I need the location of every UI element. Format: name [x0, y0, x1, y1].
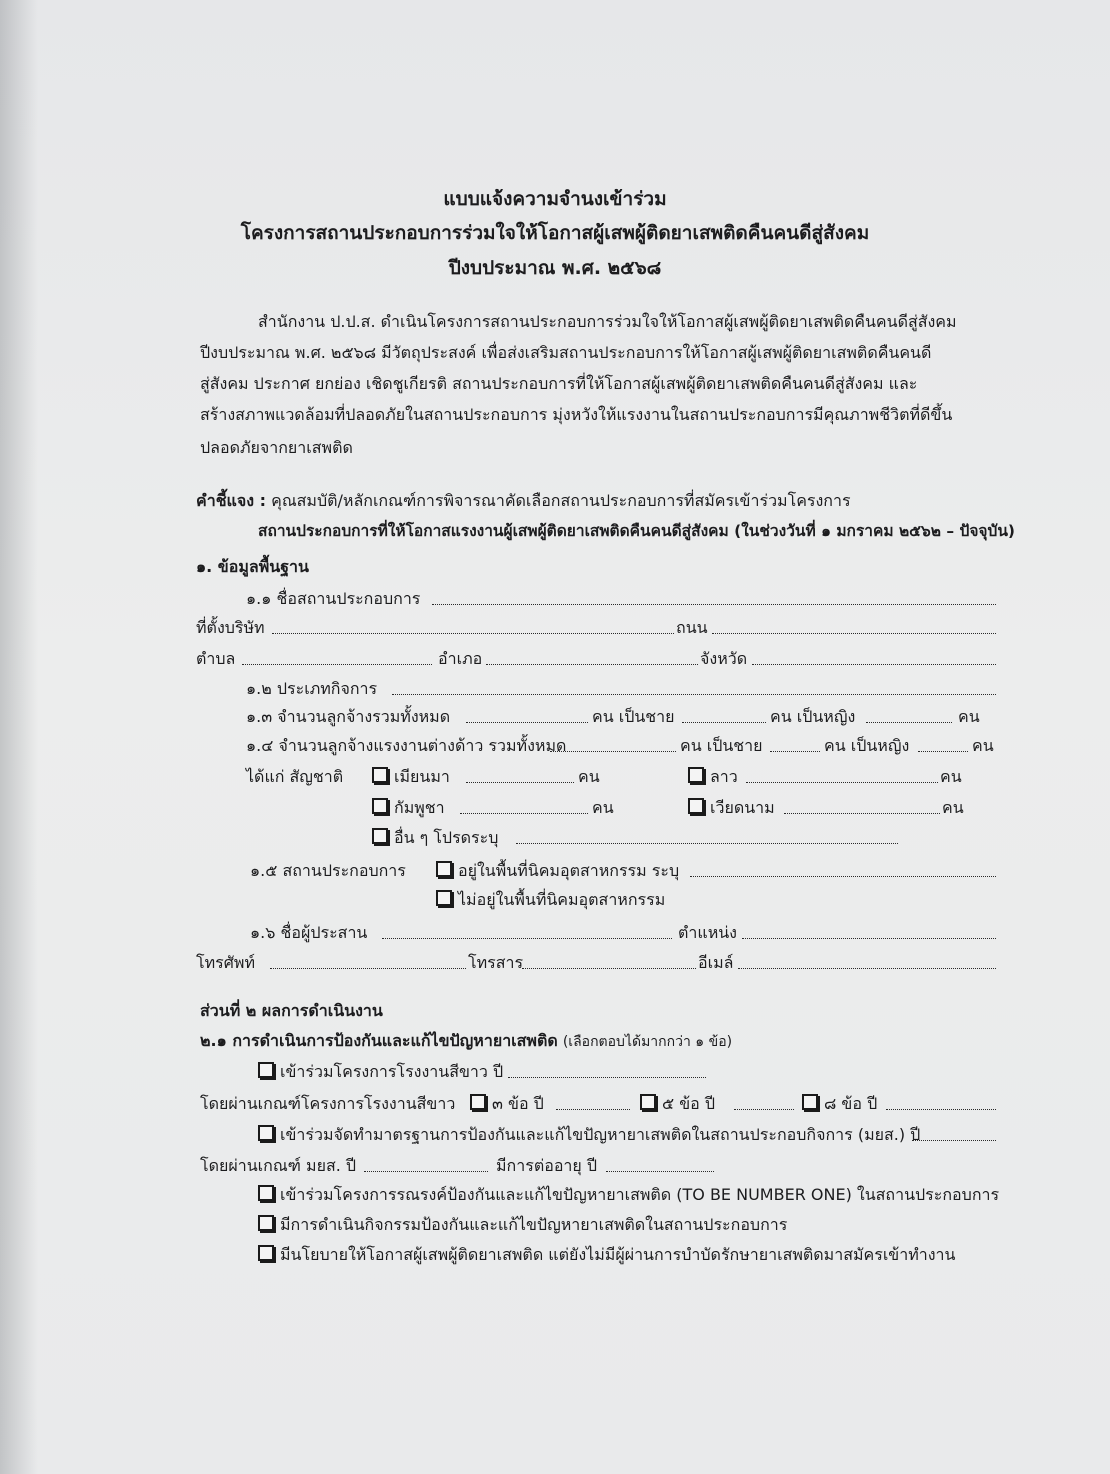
total-employees-field[interactable] — [466, 708, 588, 723]
intro-line-4: สร้างสภาพแวดล้อมที่ปลอดภัยในสถานประกอบการ มุ่งหวังให้แรงงานในสถานประกอบการมีคุณภาพชีวิตที่ดีขึ้น — [200, 405, 953, 424]
section-2-1-heading — [200, 1030, 732, 1053]
white-factory-checkbox[interactable] — [258, 1062, 274, 1078]
road-field[interactable] — [712, 619, 996, 634]
vietnam-unit: คน — [942, 798, 964, 817]
criteria-5-checkbox[interactable] — [640, 1094, 656, 1110]
male-label-1-3: คน เป็นชาย — [592, 707, 675, 726]
renewal-label: มีการต่ออายุ ปี — [496, 1156, 598, 1175]
amphoe-label: อำเภอ — [438, 649, 483, 668]
criteria-8-year-field[interactable] — [886, 1095, 996, 1110]
position-label: ตำแหน่ง — [678, 923, 737, 942]
instructions-text: คุณสมบัติ/หลักเกณฑ์การพิจารณาคัดเลือกสถานประกอบการที่สมัครเข้าร่วมโครงการ — [271, 491, 851, 510]
criteria-5-label: ๕ ข้อ ปี — [662, 1094, 715, 1113]
criteria-3-checkbox[interactable] — [470, 1094, 486, 1110]
other-label: อื่น ๆ โปรดระบุ — [394, 828, 499, 847]
other-specify-field[interactable] — [516, 829, 898, 844]
estate-specify-field[interactable] — [690, 862, 996, 877]
female-count-field-1-3[interactable] — [866, 708, 952, 723]
female-label-1-3: คน เป็นหญิง — [770, 707, 856, 726]
in-estate-label: อยู่ในพื้นที่นิคมอุตสาหกรรม ระบุ — [458, 861, 680, 880]
white-factory-option[interactable] — [258, 1061, 503, 1083]
prevention-activities-label: มีการดำเนินกิจกรรมป้องกันและแก้ไขปัญหายาเสพติดในสถานประกอบการ — [280, 1215, 788, 1234]
amphoe-field[interactable] — [486, 650, 698, 665]
male-label-1-4: คน เป็นชาย — [680, 736, 763, 755]
email-label: อีเมล์ — [698, 953, 734, 972]
white-factory-criteria-label: โดยผ่านเกณฑ์โครงการโรงงานสีขาว — [200, 1094, 456, 1113]
phone-field[interactable] — [270, 954, 466, 969]
nationality-label: ได้แก่ สัญชาติ — [246, 767, 344, 786]
male-count-field-1-4[interactable] — [770, 737, 820, 752]
opportunity-policy-label: มีนโยบายให้โอกาสผู้เสพผู้ติดยาเสพติด แต่ยังไม่มีผู้ผ่านการบำบัดรักษายาเสพติดมาสมัครเข้าทำงาน — [280, 1245, 956, 1264]
criteria-5-option[interactable] — [640, 1093, 715, 1115]
laos-label: ลาว — [710, 767, 738, 786]
myos-criteria-year-field[interactable] — [364, 1157, 488, 1172]
company-name-field[interactable] — [432, 590, 996, 605]
business-type-field[interactable] — [392, 680, 996, 695]
section-1-title: ๑. ข้อมูลพื้นฐาน — [196, 557, 309, 576]
section-2-1-note: (เลือกตอบได้มากกว่า ๑ ข้อ) — [562, 1034, 733, 1050]
nationality-other-option[interactable] — [372, 827, 498, 849]
myanmar-unit: คน — [578, 767, 600, 786]
vietnam-checkbox[interactable] — [688, 798, 704, 814]
renewal-year-field[interactable] — [606, 1157, 714, 1172]
person-unit-1-3: คน — [958, 707, 980, 726]
fax-field[interactable] — [522, 954, 696, 969]
nationality-vietnam-option[interactable] — [688, 797, 775, 819]
intro-line-3: สู่สังคม ประกาศ ยกย่อง เชิดชูเกียรติ สถานประกอบการที่ให้โอกาสผู้เสพผู้ติดยาเสพติดคืนคนดีสู่สังคม และ — [200, 374, 918, 393]
laos-count-field[interactable] — [746, 768, 938, 783]
form-title: แบบแจ้งความจำนงเข้าร่วม — [443, 188, 667, 210]
opportunity-policy-checkbox[interactable] — [258, 1245, 274, 1261]
not-estate-checkbox[interactable] — [436, 890, 452, 906]
myos-criteria-label: โดยผ่านเกณฑ์ มยส. ปี — [200, 1156, 357, 1175]
position-field[interactable] — [742, 924, 996, 939]
nationality-myanmar-option[interactable] — [372, 766, 450, 788]
field-1-4-label: ๑.๔ จำนวนลูกจ้างแรงงานต่างด้าว รวมทั้งหมด — [246, 736, 567, 755]
phone-label: โทรศัพท์ — [196, 953, 255, 972]
intro-line-5: ปลอดภัยจากยาเสพติด — [200, 438, 353, 457]
cambodia-count-field[interactable] — [460, 799, 588, 814]
criteria-8-checkbox[interactable] — [802, 1094, 818, 1110]
foreign-total-field[interactable] — [550, 737, 676, 752]
not-estate-label: ไม่อยู่ในพื้นที่นิคมอุตสาหกรรม — [458, 890, 666, 909]
myanmar-label: เมียนมา — [394, 767, 450, 786]
criteria-3-label: ๓ ข้อ ปี — [492, 1094, 544, 1113]
laos-unit: คน — [940, 767, 962, 786]
instructions-line-2: สถานประกอบการที่ให้โอกาสแรงงานผู้เสพผู้ติดยาเสพติดคืนคนดีสู่สังคม (ในช่วงวันที่ ๑ มกราคม ๒๕๖๒ – ปัจจุบัน) — [258, 522, 1016, 540]
prevention-activities-checkbox[interactable] — [258, 1215, 274, 1231]
field-1-3-label: ๑.๓ จำนวนลูกจ้างรวมทั้งหมด — [246, 707, 451, 726]
fiscal-year-title: ปีงบประมาณ พ.ศ. ๒๕๖๘ — [448, 257, 662, 279]
province-label: จังหวัด — [700, 649, 748, 668]
white-factory-year-field[interactable] — [508, 1063, 706, 1078]
nationality-laos-option[interactable] — [688, 766, 738, 788]
section-2-1-title: ๒.๑ การดำเนินการป้องกันและแก้ไขปัญหายาเสพติด — [200, 1031, 558, 1050]
laos-checkbox[interactable] — [688, 767, 704, 783]
intro-line-2: ปีงบประมาณ พ.ศ. ๒๕๖๘ มีวัตถุประสงค์ เพื่อส่งเสริมสถานประกอบการให้โอกาสผู้เสพผู้ติดยาเสพติดคืนคนดี — [200, 343, 932, 362]
myos-year-field[interactable] — [912, 1126, 996, 1141]
opportunity-policy-option[interactable] — [258, 1244, 955, 1266]
in-estate-option[interactable] — [436, 860, 679, 882]
intro-line-1: สำนักงาน ป.ป.ส. ดำเนินโครงการสถานประกอบการร่วมใจให้โอกาสผู้เสพผู้ติดยาเสพติดคืนคนดีสู่สังคม — [258, 312, 957, 331]
coordinator-name-field[interactable] — [382, 924, 672, 939]
cambodia-label: กัมพูชา — [394, 798, 445, 817]
myos-checkbox[interactable] — [258, 1125, 274, 1141]
male-count-field-1-3[interactable] — [682, 708, 766, 723]
address-field[interactable] — [272, 619, 674, 634]
instructions — [196, 490, 851, 512]
white-factory-label: เข้าร่วมโครงการโรงงานสีขาว ปี — [280, 1062, 504, 1081]
prevention-activities-option[interactable] — [258, 1214, 787, 1236]
to-be-number-one-checkbox[interactable] — [258, 1185, 274, 1201]
myanmar-checkbox[interactable] — [372, 767, 388, 783]
to-be-number-one-label: เข้าร่วมโครงการรณรงค์ป้องกันและแก้ไขปัญหายาเสพติด (TO BE NUMBER ONE) ในสถานประกอบการ — [280, 1185, 1000, 1204]
to-be-number-one-option[interactable] — [258, 1184, 999, 1206]
female-label-1-4: คน เป็นหญิง — [824, 736, 910, 755]
criteria-8-option[interactable] — [802, 1093, 877, 1115]
field-1-1-label: ๑.๑ ชื่อสถานประกอบการ — [246, 589, 421, 608]
female-count-field-1-4[interactable] — [918, 737, 968, 752]
instructions-label: คำชี้แจง : — [196, 491, 267, 510]
project-title: โครงการสถานประกอบการร่วมใจให้โอกาสผู้เสพผู้ติดยาเสพติดคืนคนดีสู่สังคม — [240, 222, 870, 244]
field-1-2-label: ๑.๒ ประเภทกิจการ — [246, 679, 378, 698]
cambodia-checkbox[interactable] — [372, 798, 388, 814]
cambodia-unit: คน — [592, 798, 614, 817]
road-label: ถนน — [676, 618, 708, 637]
myos-label: เข้าร่วมจัดทำมาตรฐานการป้องกันและแก้ไขปัญหายาเสพติดในสถานประกอบกิจการ (มยส.) ปี — [280, 1125, 921, 1144]
address-label: ที่ตั้งบริษัท — [196, 618, 265, 637]
person-unit-1-4: คน — [972, 736, 994, 755]
not-estate-option[interactable] — [436, 889, 665, 911]
field-1-5-label: ๑.๕ สถานประกอบการ — [250, 861, 406, 880]
vietnam-label: เวียดนาม — [710, 798, 775, 817]
criteria-3-year-field[interactable] — [556, 1095, 630, 1110]
tambon-label: ตำบล — [196, 649, 236, 668]
criteria-5-year-field[interactable] — [734, 1095, 794, 1110]
nationality-cambodia-option[interactable] — [372, 797, 445, 819]
vietnam-count-field[interactable] — [784, 799, 940, 814]
criteria-8-label: ๘ ข้อ ปี — [824, 1094, 878, 1113]
section-2-title: ส่วนที่ ๒ ผลการดำเนินงาน — [200, 1001, 383, 1020]
tambon-field[interactable] — [242, 650, 432, 665]
province-field[interactable] — [752, 650, 996, 665]
email-field[interactable] — [738, 954, 996, 969]
myanmar-count-field[interactable] — [466, 768, 574, 783]
criteria-3-option[interactable] — [470, 1093, 544, 1115]
myos-option[interactable] — [258, 1124, 920, 1146]
in-estate-checkbox[interactable] — [436, 861, 452, 877]
other-checkbox[interactable] — [372, 828, 388, 844]
fax-label: โทรสาร — [468, 953, 524, 972]
field-1-6-label: ๑.๖ ชื่อผู้ประสาน — [250, 923, 368, 942]
